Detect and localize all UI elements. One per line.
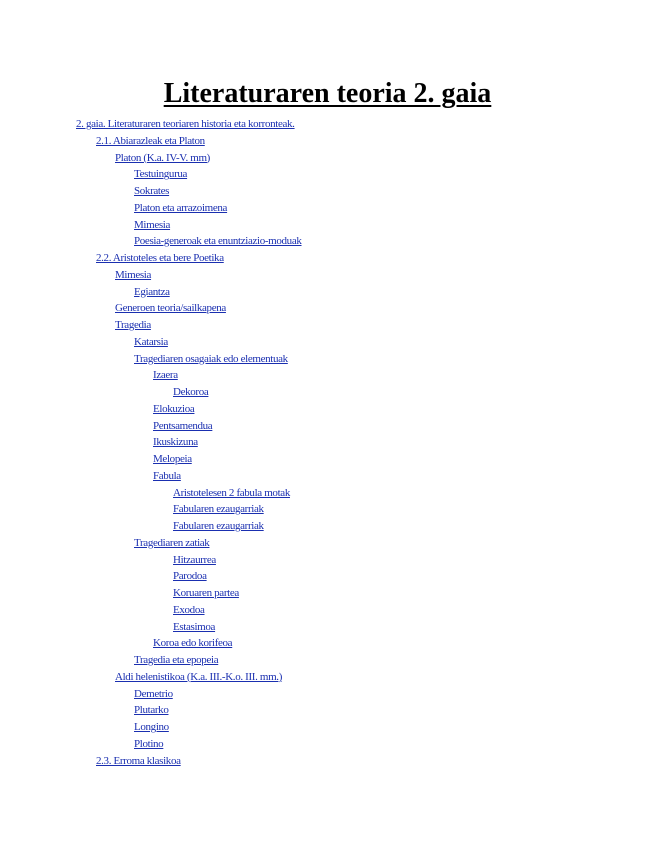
toc-link[interactable]: Mimesia — [115, 268, 152, 281]
toc-link[interactable]: 2.2. Aristoteles eta bere Poetika — [96, 252, 224, 264]
toc-item — [0, 552, 655, 569]
toc-item — [0, 568, 655, 585]
toc-link[interactable]: Estasimoa — [173, 620, 216, 633]
toc-link[interactable]: Poesia-generoak eta enuntziazio-moduak — [134, 235, 302, 248]
toc-link[interactable]: Platon (K.a. IV-V. mm) — [115, 151, 210, 164]
toc-item — [0, 300, 655, 317]
toc-link[interactable]: Parodoa — [173, 570, 207, 583]
toc-link[interactable]: Tragediaren zatiak — [134, 536, 210, 549]
toc-item — [0, 702, 655, 719]
toc-link[interactable]: Koruaren partea — [173, 587, 239, 599]
toc-item — [0, 652, 655, 669]
toc-item — [0, 200, 655, 217]
toc-item — [0, 635, 655, 652]
toc-link[interactable]: Aldi helenistikoa (K.a. III.-K.o. III. mm.) — [115, 670, 283, 683]
toc-item — [0, 619, 655, 636]
toc-link[interactable]: Pentsamendua — [153, 419, 213, 432]
toc-link[interactable]: Katarsia — [134, 335, 168, 348]
toc-item — [0, 267, 655, 284]
toc-item — [0, 451, 655, 468]
toc-item — [0, 418, 655, 435]
toc-link[interactable]: Tragedia — [115, 319, 151, 331]
toc-item — [0, 133, 655, 150]
toc-item — [0, 150, 655, 167]
toc-link[interactable]: Tragedia eta epopeia — [134, 654, 219, 666]
table-of-contents — [0, 116, 655, 769]
toc-item — [0, 384, 655, 401]
toc-item — [0, 485, 655, 502]
toc-item — [0, 585, 655, 602]
toc-link[interactable]: Sokrates — [134, 185, 170, 197]
toc-item — [0, 434, 655, 451]
toc-item — [0, 602, 655, 619]
toc-item — [0, 669, 655, 686]
toc-link[interactable]: Hitzaurrea — [173, 553, 216, 566]
toc-item — [0, 401, 655, 418]
toc-item — [0, 284, 655, 301]
toc-item — [0, 317, 655, 334]
toc-item — [0, 501, 655, 518]
toc-link[interactable]: Fabularen ezaugarriak — [173, 520, 264, 532]
toc-link[interactable]: Mimesia — [134, 218, 171, 231]
toc-link[interactable]: Elokuzioa — [153, 402, 195, 415]
toc-link[interactable]: 2.1. Abiarazleak eta Platon — [96, 134, 205, 147]
toc-link[interactable]: Plutarko — [134, 704, 169, 717]
toc-link[interactable]: Exodoa — [173, 603, 205, 616]
toc-item — [0, 183, 655, 200]
toc-link[interactable]: Fabularen ezaugarriak — [173, 503, 264, 516]
toc-link[interactable]: Aristotelesen 2 fabula motak — [173, 486, 290, 499]
toc-link[interactable]: 2. gaia. Literaturaren teoriaren historia eta korronteak. — [76, 118, 295, 130]
toc-item — [0, 736, 655, 753]
toc-item — [0, 719, 655, 736]
toc-link[interactable]: Tragediaren osagaiak edo elementuak — [134, 352, 288, 365]
toc-link[interactable]: Melopeia — [153, 453, 192, 465]
toc-link[interactable]: Dekoroa — [173, 386, 209, 398]
toc-item — [0, 116, 655, 133]
toc-link[interactable]: 2.3. Erroma klasikoa — [96, 754, 181, 767]
toc-item — [0, 468, 655, 485]
toc-item — [0, 535, 655, 552]
toc-item — [0, 217, 655, 234]
toc-link[interactable]: Plotino — [134, 737, 164, 750]
toc-link[interactable]: Ikuskizuna — [153, 436, 198, 449]
toc-item — [0, 367, 655, 384]
toc-item — [0, 753, 655, 770]
toc-link[interactable]: Izaera — [153, 369, 178, 382]
toc-item — [0, 334, 655, 351]
toc-item — [0, 166, 655, 183]
toc-link[interactable]: Generoen teoria/sailkapena — [115, 302, 226, 315]
toc-link[interactable]: Egiantza — [134, 285, 170, 298]
toc-link[interactable]: Longino — [134, 721, 169, 733]
toc-link[interactable]: Testuingurua — [134, 168, 188, 181]
toc-item — [0, 518, 655, 535]
toc-link[interactable]: Fabula — [153, 469, 181, 482]
toc-link[interactable]: Platon eta arrazoimena — [134, 201, 228, 214]
toc-item — [0, 351, 655, 368]
toc-item — [0, 686, 655, 703]
toc-link[interactable]: Demetrio — [134, 687, 173, 700]
toc-item — [0, 233, 655, 250]
toc-item — [0, 250, 655, 267]
toc-link[interactable]: Koroa edo korifeoa — [153, 637, 233, 650]
document-title: Literaturaren teoria 2. gaia — [163, 78, 492, 109]
